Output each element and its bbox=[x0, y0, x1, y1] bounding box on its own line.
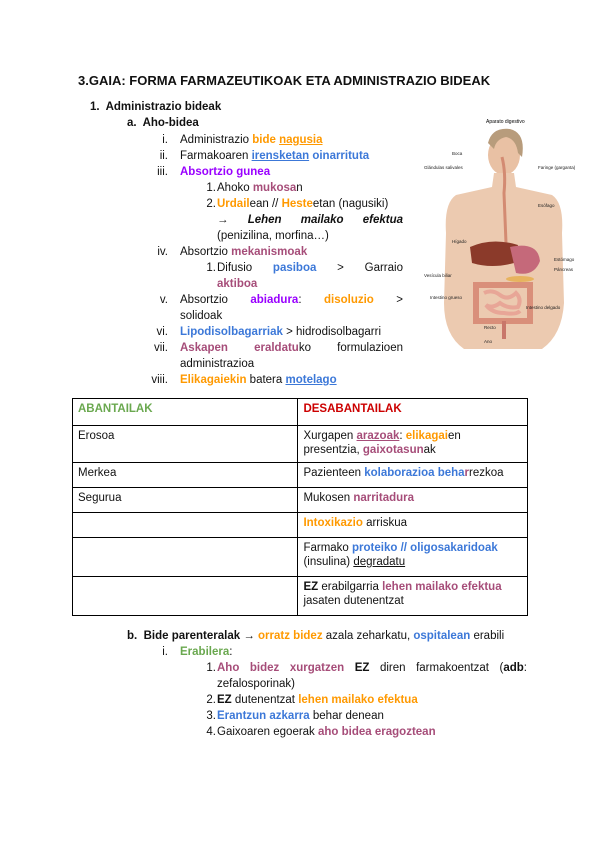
item-vii-administration: administrazioa bbox=[180, 358, 255, 370]
pancreas-shape bbox=[506, 276, 534, 282]
item-iii-2-suffix: etan (nagusiki) bbox=[312, 198, 389, 210]
disadvantage-cell bbox=[298, 513, 528, 538]
r5-text: Farmako bbox=[303, 542, 353, 554]
item-i bbox=[180, 134, 323, 146]
usage-1-colon: : bbox=[523, 662, 527, 674]
item-iv-1-passive: pasiboa bbox=[272, 262, 317, 274]
usage-heading bbox=[180, 646, 232, 658]
table-row bbox=[73, 488, 528, 513]
item-v-speed: abiadura bbox=[250, 294, 299, 306]
item-vii-number: vii. bbox=[153, 342, 168, 354]
advantage-cell bbox=[73, 538, 298, 577]
r2-collab: kolaborazioa beha bbox=[364, 467, 465, 479]
advantage-cell: Merkea bbox=[73, 463, 298, 488]
figure-label-pharynx: Faringe (garganta) bbox=[538, 165, 576, 170]
usage-3-text: behar denean bbox=[309, 710, 384, 722]
r1-suffix: en bbox=[447, 430, 461, 442]
usage-3-number: 3. bbox=[206, 710, 216, 722]
item-iv-text: Absortzio bbox=[180, 246, 232, 258]
r2-text: Pazienteen bbox=[303, 467, 365, 479]
disadvantage-cell bbox=[298, 463, 528, 488]
liver-shape bbox=[470, 241, 518, 266]
item-iv-1-active: aktiboa bbox=[217, 278, 258, 290]
disadvantage-cell bbox=[298, 488, 528, 513]
item-iii-1-highlight: mukosa bbox=[252, 182, 297, 194]
figure-title: Aparato digestivo bbox=[486, 119, 525, 125]
subsection-a-heading bbox=[127, 117, 199, 129]
usage-1 bbox=[217, 662, 527, 674]
subsection-a-label: Aho-bidea bbox=[142, 117, 199, 129]
r1-disease: gaixotasun bbox=[362, 444, 424, 456]
r6-text: erabilgarria bbox=[318, 581, 383, 593]
figure-label-pancreas: Páncreas bbox=[554, 267, 574, 272]
item-viii bbox=[180, 374, 337, 386]
usage-colon: : bbox=[229, 646, 233, 658]
figure-label-rectum: Recto bbox=[484, 325, 496, 330]
advantage-cell bbox=[73, 513, 298, 538]
item-vii-release: Askapen bbox=[180, 342, 228, 354]
item-iii-number: iii. bbox=[157, 166, 168, 178]
r2-suffix: rezkoa bbox=[469, 467, 504, 479]
r4-intoxication: Intoxikazio bbox=[303, 517, 363, 529]
usage-1-highlight: Aho bidez xurgatzen bbox=[217, 662, 355, 674]
usage-3-fast: Erantzun azkarra bbox=[217, 710, 310, 722]
figure-label-anus: Ano bbox=[484, 339, 493, 344]
item-iii-2-effect-line bbox=[217, 214, 403, 226]
item-vi bbox=[180, 326, 381, 338]
item-iii-2-sep: ean // bbox=[249, 198, 282, 210]
usage-2 bbox=[217, 694, 418, 706]
r1-text: Xurgapen bbox=[303, 430, 357, 442]
usage-4-number: 4. bbox=[206, 726, 216, 738]
item-i-highlight: bide bbox=[252, 134, 276, 146]
table-row bbox=[73, 463, 528, 488]
disadvantage-cell bbox=[298, 538, 528, 577]
usage-2-first-pass: lehen mailako efektua bbox=[298, 694, 418, 706]
table-row bbox=[73, 426, 528, 463]
usage-4-text: Gaixoaren egoerak bbox=[217, 726, 319, 738]
item-iii-1 bbox=[217, 182, 303, 194]
r5-protein: proteiko // oligosakaridoak bbox=[352, 542, 498, 554]
item-ii-highlight: oinarrituta bbox=[309, 150, 370, 162]
advantage-cell bbox=[73, 577, 298, 616]
usage-4-oral-blocked: aho bidea eragoztean bbox=[318, 726, 436, 738]
item-vi-number: vi. bbox=[156, 326, 168, 338]
r6-no: EZ bbox=[303, 581, 319, 593]
figure-label-large-intestine: Intestino grueso bbox=[430, 295, 463, 300]
item-viii-text: batera bbox=[246, 374, 286, 386]
item-v bbox=[180, 294, 403, 306]
table-row bbox=[73, 538, 528, 577]
item-i-underlined: nagusia bbox=[279, 134, 323, 146]
item-iii-label: Absortzio gunea bbox=[180, 166, 271, 178]
figure-label-esophagus: Esófago bbox=[538, 203, 555, 208]
usage-4 bbox=[217, 726, 436, 738]
subsection-b-text: azala zeharkatu, bbox=[322, 630, 414, 642]
item-iv bbox=[180, 246, 307, 258]
r3-text: Mukosen bbox=[303, 492, 354, 504]
item-ii bbox=[180, 150, 369, 162]
arrow-icon: → bbox=[217, 214, 229, 226]
item-iii-2 bbox=[217, 198, 388, 210]
item-iv-1-text: Difusio bbox=[217, 262, 253, 274]
item-v-gt: > bbox=[396, 294, 403, 306]
r4-text: arriskua bbox=[362, 517, 407, 529]
item-i-text: Administrazio bbox=[180, 134, 253, 146]
subsection-b-label: Bide parenteralak bbox=[143, 630, 241, 642]
item-iii-1-text: Ahoko bbox=[217, 182, 253, 194]
r1-food: elikagai bbox=[405, 430, 448, 442]
item-v-number: v. bbox=[159, 294, 168, 306]
item-iv-1 bbox=[217, 262, 403, 274]
item-viii-number: viii. bbox=[151, 374, 168, 386]
r5-insulin: (insulina) bbox=[303, 556, 354, 568]
item-v-solids: solidoak bbox=[180, 310, 223, 322]
advantage-cell: Erosoa bbox=[73, 426, 298, 463]
item-iii-1-suffix: n bbox=[296, 182, 303, 194]
item-viii-food: Elikagaiekin bbox=[180, 374, 247, 386]
usage-number: i. bbox=[162, 646, 168, 658]
item-iii-1-number: 1. bbox=[206, 182, 216, 194]
item-ii-text: Farmakoaren bbox=[180, 150, 252, 162]
item-i-number: i. bbox=[162, 134, 168, 146]
usage-1-text: diren farmakoentzat ( bbox=[369, 662, 504, 674]
section-1-label: Administrazio bideak bbox=[105, 101, 222, 113]
r1-colon: : bbox=[399, 430, 406, 442]
subsection-a-number: a. bbox=[127, 117, 137, 129]
subsection-b-number: b. bbox=[127, 630, 138, 642]
usage-1-number: 1. bbox=[206, 662, 216, 674]
section-1-heading bbox=[90, 101, 221, 113]
figure-label-stomach: Estómago bbox=[554, 257, 575, 262]
item-iv-1-number: 1. bbox=[206, 262, 216, 274]
item-iv-1-transport: Garraio bbox=[364, 262, 403, 274]
item-iii-2-number: 2. bbox=[206, 198, 216, 210]
r1-suffix-2: ak bbox=[423, 444, 436, 456]
disadvantage-cell bbox=[298, 426, 528, 463]
advantage-cell: Segurua bbox=[73, 488, 298, 513]
item-iii-2-stomach: Urdail bbox=[217, 198, 250, 210]
usage-1-no: EZ bbox=[354, 662, 370, 674]
disadvantage-cell bbox=[298, 577, 528, 616]
usage-2-no: EZ bbox=[217, 694, 232, 706]
item-ii-underlined: irensketan bbox=[251, 150, 310, 162]
table-row bbox=[73, 577, 528, 616]
usage-1-example: zefalosporinak) bbox=[217, 678, 295, 690]
item-ii-number: ii. bbox=[159, 150, 168, 162]
advantages-table bbox=[72, 398, 528, 616]
r3-irritation: narritadura bbox=[353, 492, 415, 504]
item-iii-2-intestine: Heste bbox=[281, 198, 313, 210]
item-iii-2-effect: Lehen mailako efektua bbox=[247, 214, 403, 226]
figure-label-small-intestine: Intestino delgado bbox=[526, 305, 561, 310]
usage-1-eg: adb bbox=[503, 662, 524, 674]
r1-problems: arazoak bbox=[356, 430, 400, 442]
table-row bbox=[73, 513, 528, 538]
header-disadvantages: DESABANTAILAK bbox=[298, 399, 528, 426]
item-iii-2-examples: (penizilina, morfina…) bbox=[217, 230, 329, 242]
r1-presence: presentzia, bbox=[303, 444, 363, 456]
table-header-row bbox=[73, 399, 528, 426]
usage-label: Erabilera bbox=[180, 646, 230, 658]
usage-3 bbox=[217, 710, 384, 722]
page-title: 3.GAIA: FORMA FARMAZEUTIKOAK ETA ADMINISTRAZIO BIDEAK bbox=[78, 73, 491, 88]
item-vi-text: > hidrodisolbagarri bbox=[282, 326, 382, 338]
item-iv-1-gt: > bbox=[337, 262, 344, 274]
subsection-b-hospital: ospitalean bbox=[413, 630, 471, 642]
usage-2-number: 2. bbox=[206, 694, 216, 706]
item-v-text: Absortzio bbox=[180, 294, 228, 306]
figure-label-salivary: Glándulas salivales bbox=[424, 165, 463, 170]
r6-suffix: jasaten dutenentzat bbox=[303, 595, 404, 607]
subsection-b-suffix: erabili bbox=[470, 630, 505, 642]
item-vii-formulations: formulazioen bbox=[337, 342, 403, 354]
item-vii-suffix: ko bbox=[298, 342, 311, 354]
item-iv-number: iv. bbox=[157, 246, 168, 258]
item-vi-highlight: Lipodisolbagarriak bbox=[180, 326, 283, 338]
subsection-b-needle: orratz bidez bbox=[258, 630, 323, 642]
usage-2-text: dutenentzat bbox=[231, 694, 299, 706]
r6-first-pass: lehen mailako efektua bbox=[382, 581, 502, 593]
figure-label-gallbladder: Vesícula biliar bbox=[424, 273, 452, 278]
figure-label-mouth: Boca bbox=[452, 151, 463, 156]
item-iv-highlight: mekanismoak bbox=[231, 246, 308, 258]
item-v-dissolution: disoluzio bbox=[323, 294, 374, 306]
arrow-icon: → bbox=[240, 630, 259, 642]
digestive-system-figure bbox=[422, 113, 597, 353]
item-v-colon: : bbox=[298, 294, 302, 306]
figure-label-liver: Hígado bbox=[452, 239, 467, 244]
subsection-b bbox=[127, 630, 504, 642]
r5-degraded: degradatu bbox=[353, 556, 406, 568]
header-advantages: ABANTAILAK bbox=[73, 399, 298, 426]
item-viii-slower: motelago bbox=[285, 374, 337, 386]
item-vii bbox=[180, 342, 403, 354]
item-vii-modified: eraldatu bbox=[254, 342, 299, 354]
r2-r: r bbox=[464, 467, 470, 479]
section-1-number: 1. bbox=[90, 101, 100, 113]
